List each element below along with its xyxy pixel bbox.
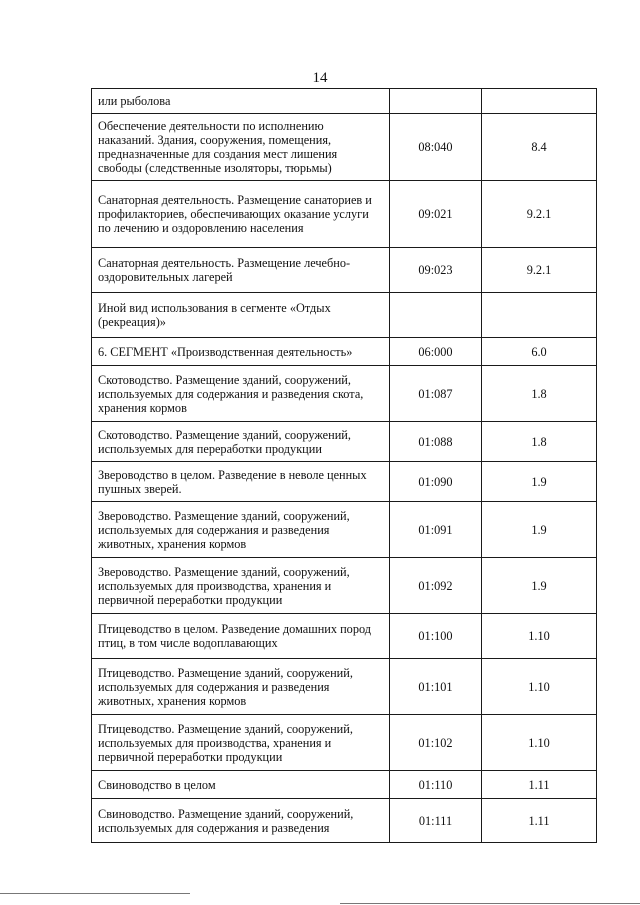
row-number: 9.2.1 [482,248,597,293]
row-number: 1.11 [482,771,597,799]
row-description: Санаторная деятельность. Размещение лечебно-оздоровительных лагерей [92,248,390,293]
row-description: Звероводство. Размещение зданий, сооружений, используемых для производства, хранения и первичной переработки продукции [92,558,390,614]
row-code: 01:100 [390,614,482,659]
row-number: 1.10 [482,614,597,659]
table-row [92,89,597,114]
row-code: 09:023 [390,248,482,293]
row-description: или рыболова [92,89,390,114]
row-code: 01:090 [390,462,482,502]
row-number: 1.10 [482,659,597,715]
table-row [92,366,597,422]
table-row [92,293,597,338]
row-description: Санаторная деятельность. Размещение санаториев и профилакториев, обеспечивающих оказание услуги по лечению и оздоровлению населения [92,181,390,248]
row-description: Птицеводство в целом. Разведение домашних пород птиц, в том числе водоплавающих [92,614,390,659]
table-row [92,462,597,502]
scan-edge [0,893,190,894]
row-code: 01:111 [390,799,482,843]
row-description: Птицеводство. Размещение зданий, сооружений, используемых для производства, хранения и первичной переработки продукции [92,715,390,771]
table-row [92,248,597,293]
row-code [390,89,482,114]
row-number: 9.2.1 [482,181,597,248]
row-description: Звероводство. Размещение зданий, сооружений, используемых для содержания и разведения животных, хранения кормов [92,502,390,558]
row-number: 6.0 [482,338,597,366]
row-code: 01:102 [390,715,482,771]
row-code: 09:021 [390,181,482,248]
row-number [482,293,597,338]
table-body [92,89,597,843]
page-number: 14 [312,70,328,86]
table-row [92,502,597,558]
row-description: Свиноводство. Размещение зданий, сооружений, используемых для содержания и разведения [92,799,390,843]
table-row [92,799,597,843]
row-description: Скотоводство. Размещение зданий, сооружений, используемых для переработки продукции [92,422,390,462]
row-code: 01:087 [390,366,482,422]
row-description: Звероводство в целом. Разведение в неволе ценных пушных зверей. [92,462,390,502]
row-number: 1.11 [482,799,597,843]
row-code: 06:000 [390,338,482,366]
scan-edge [340,903,640,904]
row-number: 1.9 [482,502,597,558]
row-code [390,293,482,338]
row-number: 1.9 [482,558,597,614]
table-row [92,771,597,799]
row-code: 01:091 [390,502,482,558]
row-code: 01:092 [390,558,482,614]
table-row [92,715,597,771]
row-code: 01:101 [390,659,482,715]
row-number: 1.8 [482,366,597,422]
table-row [92,114,597,181]
row-number: 1.10 [482,715,597,771]
row-code: 08:040 [390,114,482,181]
row-number [482,89,597,114]
row-description: Обеспечение деятельности по исполнению наказаний. Здания, сооружения, помещения, предназначенные для создания мест лишения свободы (следственные изоляторы, тюрьмы) [92,114,390,181]
table-row [92,558,597,614]
row-code: 01:110 [390,771,482,799]
row-number: 8.4 [482,114,597,181]
table-row [92,338,597,366]
row-description: Свиноводство в целом [92,771,390,799]
row-description: Птицеводство. Размещение зданий, сооружений, используемых для содержания и разведения животных, хранения кормов [92,659,390,715]
row-description: Иной вид использования в сегменте «Отдых (рекреация)» [92,293,390,338]
table-row [92,659,597,715]
row-number: 1.8 [482,422,597,462]
table-row [92,422,597,462]
row-description: 6. СЕГМЕНТ «Производственная деятельность» [92,338,390,366]
table-row [92,181,597,248]
row-number: 1.9 [482,462,597,502]
land-use-table [91,88,597,843]
table-row [92,614,597,659]
row-code: 01:088 [390,422,482,462]
row-description: Скотоводство. Размещение зданий, сооружений, используемых для содержания и разведения скота, хранения кормов [92,366,390,422]
